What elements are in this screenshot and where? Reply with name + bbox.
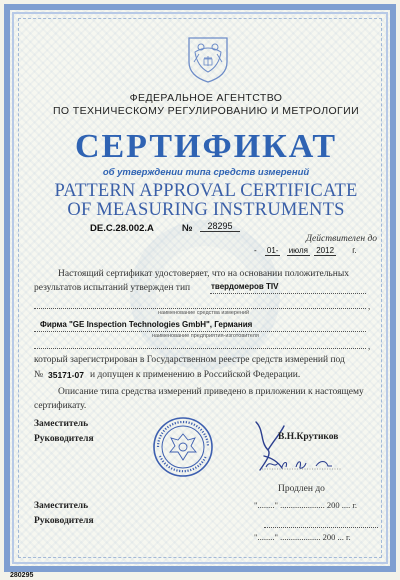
signatory1-role-line1: Заместитель	[34, 419, 89, 429]
state-emblem-icon	[185, 32, 231, 84]
valid-day: 01-	[266, 246, 279, 255]
certificate-number: 28295	[200, 221, 240, 232]
english-title-line1: PATTERN APPROVAL CERTIFICATE	[54, 181, 358, 201]
instrument-line-2	[34, 308, 366, 309]
register-number: 35171-07	[48, 370, 84, 380]
paragraph1-line2: результатов испытаний утвержден тип	[34, 283, 191, 293]
manufacturer-line-2	[34, 348, 366, 349]
official-stamp	[152, 416, 214, 478]
extension-label: Продлен до	[278, 484, 325, 494]
paragraph3-line2: сертификату.	[34, 401, 87, 411]
valid-day-prefix: -	[254, 246, 257, 255]
extension-date-line: "........" ..................... 200 .... г.	[254, 500, 357, 510]
signature2-date-line: "........" ................... 200 ... г.	[254, 532, 351, 542]
valid-until-label: Действителен до	[306, 234, 378, 244]
instrument-name: твердомеров TIV	[211, 282, 279, 291]
certificate-code: DE.C.28.002.A	[90, 223, 154, 234]
paragraph2-line2: и допущен к применению в Российской Федерации.	[90, 370, 301, 380]
signatory2-role-line1: Заместитель	[34, 501, 89, 511]
instrument-line	[210, 293, 366, 294]
manufacturer-line	[34, 331, 366, 332]
paragraph1-line1: Настоящий сертификат удостоверяет, что на основании положительных	[58, 269, 349, 279]
paragraph3-line1: Описание типа средства измерений приведено в приложении к настоящему	[58, 387, 364, 397]
signatory1-name: В.Н.Крутиков	[278, 432, 339, 442]
number-label: №	[182, 223, 193, 234]
valid-until-date	[254, 246, 356, 256]
valid-year: 2012	[316, 246, 335, 255]
certificate-subtitle: об утверждении типа средств измерений	[102, 167, 310, 178]
certificate-title: СЕРТИФИКАТ	[74, 128, 338, 165]
handwritten-date	[262, 457, 347, 471]
agency-name-line1: ФЕДЕРАЛЬНОЕ АГЕНТСТВО	[129, 92, 283, 104]
manufacturer-caption: наименование предприятия-изготовителя	[152, 333, 259, 339]
register-number-label: №	[34, 370, 44, 380]
paragraph2-line1: который зарегистрирован в Государственном реестре средств измерений под	[34, 355, 345, 365]
valid-year-suffix: г.	[352, 246, 357, 255]
certificate-page: ФЕДЕРАЛЬНОЕ АГЕНТСТВО ПО ТЕХНИЧЕСКОМУ РЕГУЛИРОВАНИЮ И МЕТРОЛОГИИ СЕРТИФИКАТ об утверждении типа средств измерений PATTERN APPROVAL CERTIFICATE OF MEASURING INSTRUMENTS DE.C.28.002.A № 28295 Действителен до - 01- июля 2012 г. Настоящий сертификат удостоверяет, что на основании положительных результатов испытаний утвержден тип твердомеров TIV наименование средства измерений , Фирма "GE Inspection Technologies GmbH", Германия наименование предприятия-изготовителя , который зарегистрирован в Государственном реестре средств измерений под № 35171-07 и допущен к применению в Российской Федерации. Описание типа средства измерений приведено в приложении к настоящему сертификату. Заместитель Руководителя В.Н.Крутиков Продлен до "........" ..................... 200 .... г. Заместитель Руководителя "........" ................... 200 ... г.	[4, 4, 396, 572]
registration-number: 280295	[10, 572, 34, 579]
agency-name-line2: ПО ТЕХНИЧЕСКОМУ РЕГУЛИРОВАНИЮ И МЕТРОЛОГИИ	[52, 105, 360, 117]
signatory1-role-line2: Руководителя	[34, 434, 94, 444]
signature2-line	[264, 527, 378, 528]
english-title-line2: OF MEASURING INSTRUMENTS	[67, 200, 345, 220]
signatory2-role-line2: Руководителя	[34, 516, 94, 526]
valid-month: июля	[288, 246, 308, 255]
instrument-caption: наименование средства измерений	[158, 310, 250, 316]
manufacturer-name: Фирма "GE Inspection Technologies GmbH", Германия	[40, 320, 253, 329]
